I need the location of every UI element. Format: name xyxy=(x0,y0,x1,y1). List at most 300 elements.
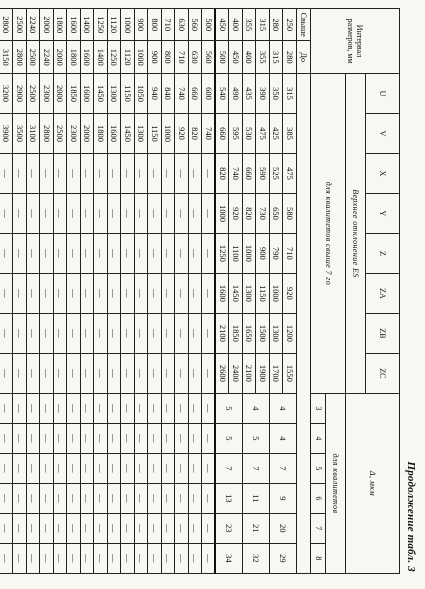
delta-cell: 7 xyxy=(243,453,270,483)
delta-cell: — xyxy=(148,543,162,573)
table-cell: 400 xyxy=(243,41,257,74)
delta-cell: — xyxy=(27,453,41,483)
table-cell: — xyxy=(27,313,41,353)
table-cell: — xyxy=(0,193,13,233)
table-row xyxy=(13,9,27,574)
delta-cell: — xyxy=(40,543,54,573)
table-cell: — xyxy=(27,353,41,393)
table-cell: — xyxy=(121,353,135,393)
delta-cell: — xyxy=(148,393,162,423)
table-cell: 920 xyxy=(175,113,189,153)
table-cell: 2500 xyxy=(27,74,41,114)
table-cell: — xyxy=(189,313,203,353)
letter-header-x: X xyxy=(366,153,400,193)
table-cell: 710 xyxy=(175,41,189,74)
table-cell: 2000 xyxy=(54,41,68,74)
table-cell: — xyxy=(121,233,135,273)
delta-cell: — xyxy=(67,393,81,423)
table-cell: 3100 xyxy=(27,113,41,153)
delta-cell: — xyxy=(202,483,216,513)
table-cell: 800 xyxy=(148,9,162,41)
table-cell: 560 xyxy=(202,41,216,74)
delta-cell: — xyxy=(0,393,13,423)
delta-cell: — xyxy=(94,483,108,513)
table-row xyxy=(189,9,203,574)
table-cell: 630 xyxy=(175,9,189,41)
table-cell: — xyxy=(54,273,68,313)
table-cell: — xyxy=(94,313,108,353)
table-cell: — xyxy=(148,153,162,193)
table-cell: 1800 xyxy=(94,113,108,153)
delta-cell: — xyxy=(135,513,149,543)
delta-cell: — xyxy=(13,453,27,483)
over-header: Свыше xyxy=(297,9,311,41)
table-cell: — xyxy=(27,193,41,233)
delta-cell: — xyxy=(175,393,189,423)
table-cell: 650 xyxy=(270,193,284,233)
table-cell: 1450 xyxy=(229,273,243,313)
delta-cell: — xyxy=(162,453,176,483)
delta-cell: — xyxy=(135,393,149,423)
delta-cell: — xyxy=(27,393,41,423)
table-cell: 600 xyxy=(202,74,216,114)
table-row xyxy=(202,9,216,574)
letter-header-v: V xyxy=(366,113,400,153)
table-cell: 450 xyxy=(229,41,243,74)
delta-cell: — xyxy=(135,483,149,513)
table-cell: — xyxy=(67,233,81,273)
table-row xyxy=(67,9,81,574)
table-cell: 2100 xyxy=(243,353,257,393)
delta-cell: — xyxy=(67,543,81,573)
table-cell: 1450 xyxy=(121,113,135,153)
table-cell: — xyxy=(0,153,13,193)
table-cell: — xyxy=(67,273,81,313)
table-cell: — xyxy=(108,153,122,193)
table-cell: — xyxy=(175,273,189,313)
table-cell: 1250 xyxy=(108,41,122,74)
table-cell: — xyxy=(189,273,203,313)
table-cell: — xyxy=(0,313,13,353)
table-cell: 630 xyxy=(189,41,203,74)
table-cell: — xyxy=(162,193,176,233)
table-row xyxy=(135,9,149,574)
table-cell: 1300 xyxy=(108,74,122,114)
table-cell: 3500 xyxy=(13,113,27,153)
table-cell: 2600 xyxy=(216,353,230,393)
table-cell: 1600 xyxy=(81,41,95,74)
table-cell: 595 xyxy=(229,113,243,153)
delta-cell: 7 xyxy=(270,453,297,483)
delta-cell: 34 xyxy=(216,543,243,573)
table-row xyxy=(283,9,297,574)
table-cell: 1200 xyxy=(283,313,297,353)
delta-cell: — xyxy=(121,423,135,453)
table-cell: — xyxy=(13,193,27,233)
table-cell: 2240 xyxy=(27,9,41,41)
table-cell: 790 xyxy=(270,233,284,273)
delta-cell: 21 xyxy=(243,513,270,543)
table-row xyxy=(27,9,41,574)
delta-cell: — xyxy=(148,513,162,543)
table-cell: 1100 xyxy=(229,233,243,273)
delta-cell: — xyxy=(162,483,176,513)
letter-header-za: ZA xyxy=(366,273,400,313)
table-cell: — xyxy=(27,153,41,193)
table-cell: 3150 xyxy=(0,41,13,74)
table-cell: — xyxy=(54,313,68,353)
table-cell: 2300 xyxy=(67,113,81,153)
delta-cell: — xyxy=(81,423,95,453)
delta-cell: — xyxy=(121,513,135,543)
delta-cell: — xyxy=(202,393,216,423)
delta-cell: — xyxy=(67,453,81,483)
delta-cell: 7 xyxy=(216,453,243,483)
delta-cell: — xyxy=(108,513,122,543)
table-cell: 2000 xyxy=(40,9,54,41)
table-cell: 1250 xyxy=(94,9,108,41)
delta-cell: 20 xyxy=(270,513,297,543)
delta-cell: — xyxy=(0,453,13,483)
delta-cell: — xyxy=(202,423,216,453)
table-cell: 1250 xyxy=(216,233,230,273)
table-cell: 1000 xyxy=(243,233,257,273)
delta-cell: — xyxy=(148,483,162,513)
table-cell: 1800 xyxy=(54,9,68,41)
table-cell: 2300 xyxy=(40,74,54,114)
table-cell: 660 xyxy=(189,74,203,114)
table-cell: 1850 xyxy=(229,313,243,353)
delta-cell: — xyxy=(108,483,122,513)
delta-cell: 4 xyxy=(270,423,297,453)
table-cell: — xyxy=(135,353,149,393)
table-cell: 490 xyxy=(229,74,243,114)
table-cell: 2000 xyxy=(54,74,68,114)
table-cell: 560 xyxy=(189,9,203,41)
delta-cell: — xyxy=(121,393,135,423)
table-cell: 1600 xyxy=(108,113,122,153)
table-body xyxy=(0,9,297,574)
table-cell: — xyxy=(148,313,162,353)
table-cell: 1450 xyxy=(94,74,108,114)
table-cell: 315 xyxy=(270,41,284,74)
table-cell: — xyxy=(67,153,81,193)
table-cell: — xyxy=(189,193,203,233)
table-cell: 3900 xyxy=(0,113,13,153)
delta-cell: — xyxy=(94,423,108,453)
delta-cell: — xyxy=(175,543,189,573)
table-cell: 1150 xyxy=(148,113,162,153)
table-cell: 920 xyxy=(229,193,243,233)
delta-header: Δ, мкм xyxy=(346,393,400,573)
delta-cell: — xyxy=(67,483,81,513)
table-cell: — xyxy=(175,233,189,273)
delta-cell: — xyxy=(108,423,122,453)
delta-cell: — xyxy=(135,543,149,573)
table-cell: 820 xyxy=(243,193,257,233)
delta-cell: — xyxy=(189,543,203,573)
table-cell: 900 xyxy=(256,233,270,273)
table-cell: 580 xyxy=(283,193,297,233)
delta-cell: — xyxy=(94,453,108,483)
delta-cell: — xyxy=(0,543,13,573)
table-cell: 2500 xyxy=(13,9,27,41)
table-row xyxy=(148,9,162,574)
table-cell: 710 xyxy=(283,233,297,273)
table-cell: 2100 xyxy=(216,313,230,353)
delta-cell: — xyxy=(108,453,122,483)
table-cell: 400 xyxy=(229,9,243,41)
table-row xyxy=(162,9,176,574)
table-cell: 450 xyxy=(216,9,230,41)
table-cell: — xyxy=(121,273,135,313)
delta-cell: — xyxy=(94,543,108,573)
letter-header-zb: ZB xyxy=(366,313,400,353)
table-cell: — xyxy=(13,313,27,353)
table-cell: 2500 xyxy=(27,41,41,74)
delta-cell: — xyxy=(13,513,27,543)
delta-cell: — xyxy=(67,423,81,453)
table-cell: 525 xyxy=(270,153,284,193)
delta-cell: — xyxy=(189,453,203,483)
delta-cell: 5 xyxy=(216,393,243,423)
delta-cell: — xyxy=(27,423,41,453)
table-cell: 540 xyxy=(216,74,230,114)
table-cell: — xyxy=(148,233,162,273)
delta-cell: — xyxy=(94,393,108,423)
table-cell: — xyxy=(67,353,81,393)
table-cell: 900 xyxy=(135,9,149,41)
table-cell: 1550 xyxy=(283,353,297,393)
table-cell: 820 xyxy=(189,113,203,153)
table-cell: — xyxy=(175,313,189,353)
delta-cell: — xyxy=(13,483,27,513)
table-cell: — xyxy=(0,233,13,273)
table-cell: 475 xyxy=(283,153,297,193)
table-cell: — xyxy=(40,313,54,353)
table-cell: 1150 xyxy=(121,74,135,114)
table-cell: — xyxy=(108,353,122,393)
table-row xyxy=(94,9,108,574)
delta-cell: — xyxy=(162,423,176,453)
delta-cell: — xyxy=(13,393,27,423)
delta-cell: 32 xyxy=(243,543,270,573)
delta-cell: — xyxy=(0,483,13,513)
table-cell: — xyxy=(67,193,81,233)
table-cell: — xyxy=(54,193,68,233)
table-cell: — xyxy=(81,273,95,313)
table-cell: 250 xyxy=(283,9,297,41)
delta-cell: — xyxy=(175,513,189,543)
table-cell: — xyxy=(175,153,189,193)
table-cell: 1400 xyxy=(94,41,108,74)
table-cell: — xyxy=(189,353,203,393)
delta-cell: — xyxy=(189,423,203,453)
table-cell: — xyxy=(13,233,27,273)
delta-cell: — xyxy=(81,483,95,513)
table-cell: — xyxy=(121,193,135,233)
table-cell: — xyxy=(135,193,149,233)
table-cell: — xyxy=(94,273,108,313)
delta-cell: — xyxy=(40,513,54,543)
letter-header-y: Y xyxy=(366,193,400,233)
table-cell: 2800 xyxy=(13,41,27,74)
delta-cell: — xyxy=(54,453,68,483)
table-cell: 2900 xyxy=(13,74,27,114)
table-cell: — xyxy=(162,313,176,353)
table-row xyxy=(40,9,54,574)
table-cell: — xyxy=(121,313,135,353)
table-cell: 530 xyxy=(243,113,257,153)
table-cell: 710 xyxy=(162,9,176,41)
delta-cell: — xyxy=(189,393,203,423)
delta-cell: 29 xyxy=(270,543,297,573)
delta-cell: 11 xyxy=(243,483,270,513)
table-cell: — xyxy=(81,193,95,233)
table-cell: 1900 xyxy=(256,353,270,393)
to-header: До xyxy=(297,41,311,74)
table-cell: 740 xyxy=(175,74,189,114)
delta-cell: — xyxy=(175,423,189,453)
table-cell: — xyxy=(94,353,108,393)
table-cell: 2400 xyxy=(229,353,243,393)
delta-cell: 5 xyxy=(243,423,270,453)
delta-cell: — xyxy=(202,453,216,483)
quality-col-4: 4 xyxy=(311,423,326,453)
table-cell: — xyxy=(54,233,68,273)
delta-cell: — xyxy=(54,543,68,573)
table-cell: — xyxy=(54,153,68,193)
table-cell: — xyxy=(202,233,216,273)
table-cell: 350 xyxy=(270,74,284,114)
delta-cell: — xyxy=(162,543,176,573)
table-cell: — xyxy=(121,153,135,193)
delta-cell: 5 xyxy=(216,423,243,453)
quality-col-3: 3 xyxy=(311,393,326,423)
table-cell: 1600 xyxy=(67,9,81,41)
table-cell: 1000 xyxy=(162,113,176,153)
table-cell: — xyxy=(189,153,203,193)
table-cell: — xyxy=(0,273,13,313)
table-cell: 1500 xyxy=(256,313,270,353)
table-cell: — xyxy=(202,273,216,313)
quality-header-right: для квалитетов xyxy=(326,393,346,573)
table-cell: — xyxy=(81,153,95,193)
table-cell: 475 xyxy=(256,113,270,153)
table-cell: 1050 xyxy=(135,74,149,114)
table-cell: 355 xyxy=(243,9,257,41)
table-cell: — xyxy=(162,353,176,393)
quality-col-7: 7 xyxy=(311,513,326,543)
continuation-label: Продолжение табл. 3 xyxy=(405,461,417,572)
delta-cell: — xyxy=(40,393,54,423)
table-cell: — xyxy=(175,353,189,393)
delta-cell: — xyxy=(81,513,95,543)
table-cell: 940 xyxy=(148,74,162,114)
delta-cell: — xyxy=(54,423,68,453)
table-row xyxy=(108,9,122,574)
table-cell: 660 xyxy=(216,113,230,153)
table-cell: — xyxy=(40,193,54,233)
delta-cell: — xyxy=(94,513,108,543)
letter-header-u: U xyxy=(366,74,400,114)
table-cell: 800 xyxy=(162,41,176,74)
delta-cell: 4 xyxy=(270,393,297,423)
table-cell: 730 xyxy=(256,193,270,233)
table-cell: 1650 xyxy=(243,313,257,353)
header-spacer xyxy=(297,74,311,574)
delta-cell: — xyxy=(148,453,162,483)
delta-cell: — xyxy=(54,483,68,513)
delta-cell: — xyxy=(27,543,41,573)
table-cell: 280 xyxy=(283,41,297,74)
table-cell: 2000 xyxy=(81,113,95,153)
quality-col-5: 5 xyxy=(311,453,326,483)
table-cell: — xyxy=(135,153,149,193)
table-cell: — xyxy=(135,273,149,313)
delta-cell: — xyxy=(202,543,216,573)
table-cell: 1850 xyxy=(67,74,81,114)
delta-cell: — xyxy=(40,423,54,453)
table-cell: 435 xyxy=(243,74,257,114)
delta-cell: — xyxy=(108,393,122,423)
table-cell: — xyxy=(40,353,54,393)
table-cell: 3200 xyxy=(0,74,13,114)
table-cell: 355 xyxy=(256,41,270,74)
delta-cell: — xyxy=(40,453,54,483)
delta-cell: 23 xyxy=(216,513,243,543)
table-cell: — xyxy=(108,273,122,313)
table-cell: 1600 xyxy=(216,273,230,313)
table-cell: — xyxy=(202,193,216,233)
table-cell: 315 xyxy=(283,74,297,114)
table-cell: 1000 xyxy=(121,9,135,41)
table-cell: — xyxy=(54,353,68,393)
table-cell: 820 xyxy=(216,153,230,193)
table-cell: — xyxy=(148,353,162,393)
table-cell: — xyxy=(175,193,189,233)
table-cell: 280 xyxy=(270,9,284,41)
delta-cell: — xyxy=(27,513,41,543)
table-cell: 1120 xyxy=(108,9,122,41)
upper-deviation-header: Верхнее отклонение ES xyxy=(346,74,366,394)
delta-cell: — xyxy=(54,513,68,543)
delta-cell: — xyxy=(81,453,95,483)
delta-cell: — xyxy=(54,393,68,423)
rotated-table-region xyxy=(3,8,418,578)
delta-cell: — xyxy=(121,453,135,483)
table-cell: 500 xyxy=(202,9,216,41)
table-cell: 500 xyxy=(216,41,230,74)
table-cell: 1120 xyxy=(121,41,135,74)
delta-cell: — xyxy=(121,483,135,513)
delta-cell: — xyxy=(135,453,149,483)
table-cell: — xyxy=(189,233,203,273)
table-cell: — xyxy=(148,193,162,233)
table-row xyxy=(81,9,95,574)
table-row xyxy=(256,9,270,574)
table-cell: 1400 xyxy=(81,9,95,41)
table-cell: 740 xyxy=(202,113,216,153)
quality-col-6: 6 xyxy=(311,483,326,513)
table-cell: 1300 xyxy=(270,313,284,353)
table-row xyxy=(0,9,13,574)
delta-cell: — xyxy=(121,543,135,573)
table-cell: 840 xyxy=(162,74,176,114)
table-cell: 425 xyxy=(270,113,284,153)
table-cell: — xyxy=(94,233,108,273)
table-cell: — xyxy=(94,153,108,193)
